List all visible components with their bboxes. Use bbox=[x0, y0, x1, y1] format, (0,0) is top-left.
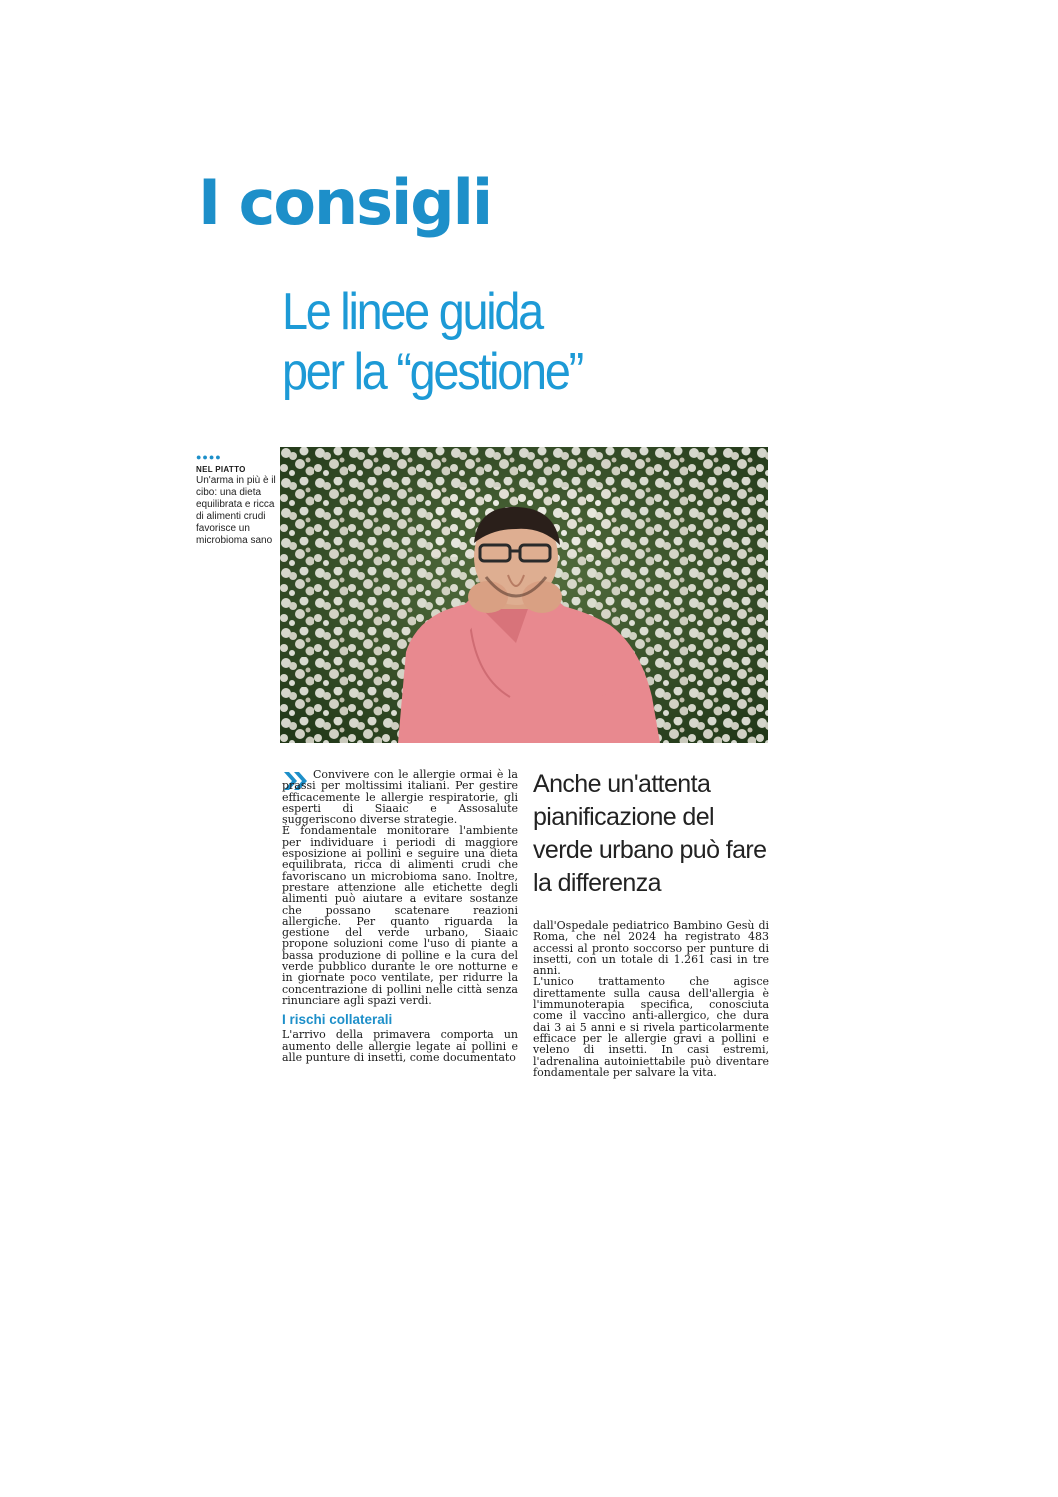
body-paragraph-5: L'unico trattamento che agisce direttamente sulla causa dell'allergia è l'immunoterapia specifica, conosciuta come il vaccino anti-allergico, che dura dai 3 ai 5 anni e si rivela particolarmente efficace per le allergie gravi a pollini e veleno di insetti. In casi estremi, l'adrenalina autoiniettabile può diventare fondamentale per salvare la vita. bbox=[533, 975, 769, 1079]
article-photo bbox=[280, 447, 768, 743]
headline-line-2: per la “gestione” bbox=[282, 343, 582, 401]
photo-caption bbox=[196, 453, 276, 547]
caption-text: Un'arma in più è il cibo: una dieta equilibrata e ricca di alimenti crudi favorisce un microbioma sano bbox=[196, 475, 276, 546]
body-column-2 bbox=[533, 920, 769, 1078]
section-title: I consigli bbox=[198, 166, 492, 239]
headline bbox=[282, 282, 582, 402]
body-paragraph-4: dall'Ospedale pediatrico Bambino Gesù di Roma, che nel 2024 ha registrato 483 accessi al pronto soccorso per punture di insetti, con un totale di 1.261 casi in tre anni. bbox=[533, 919, 769, 978]
body-column-1 bbox=[282, 769, 518, 1063]
headline-line-1: Le linee guida bbox=[282, 283, 542, 341]
body-paragraph-2: È fondamentale monitorare l'ambiente per individuare i periodi di maggiore esposizione ai pollini e seguire una dieta equilibrata, ricca di alimenti crudi che favoriscano un microbioma sano. Inoltre, prestare attenzione alle etichette degli alimenti può aiutare a evitare sostanze che possano scatenare reazioni allergiche. Per quanto riguarda la gestione del verde urbano, Siaaic propone soluzioni come l'uso di piante a bassa produzione di polline e la cura del verde pubblico durante le ore notturne e in giornate poco ventilate, per ridurre la concentrazione di pollini nelle città senza rinunciare agli spazi verdi. bbox=[282, 824, 518, 1007]
body-paragraph-3: L'arrivo della primavera comporta un aumento delle allergie legate ai pollini e alle punture di insetti, come documentato bbox=[282, 1028, 518, 1064]
body-paragraph-1: Convivere con le allergie ormai è la prassi per moltissimi italiani. Per gestire efficacemente le allergie respiratorie, gli esperti di Siaaic e Assosalute suggeriscono diverse strategie. bbox=[282, 768, 518, 827]
subheading-rischi: I rischi collaterali bbox=[282, 1012, 393, 1028]
pull-quote: Anche un'attenta pianificazione del verde urbano può fare la differenza bbox=[533, 770, 767, 897]
caption-label: NEL PIATTO bbox=[196, 465, 246, 474]
dots-icon: ●●●● bbox=[196, 452, 222, 462]
photo-illustration bbox=[280, 447, 768, 743]
